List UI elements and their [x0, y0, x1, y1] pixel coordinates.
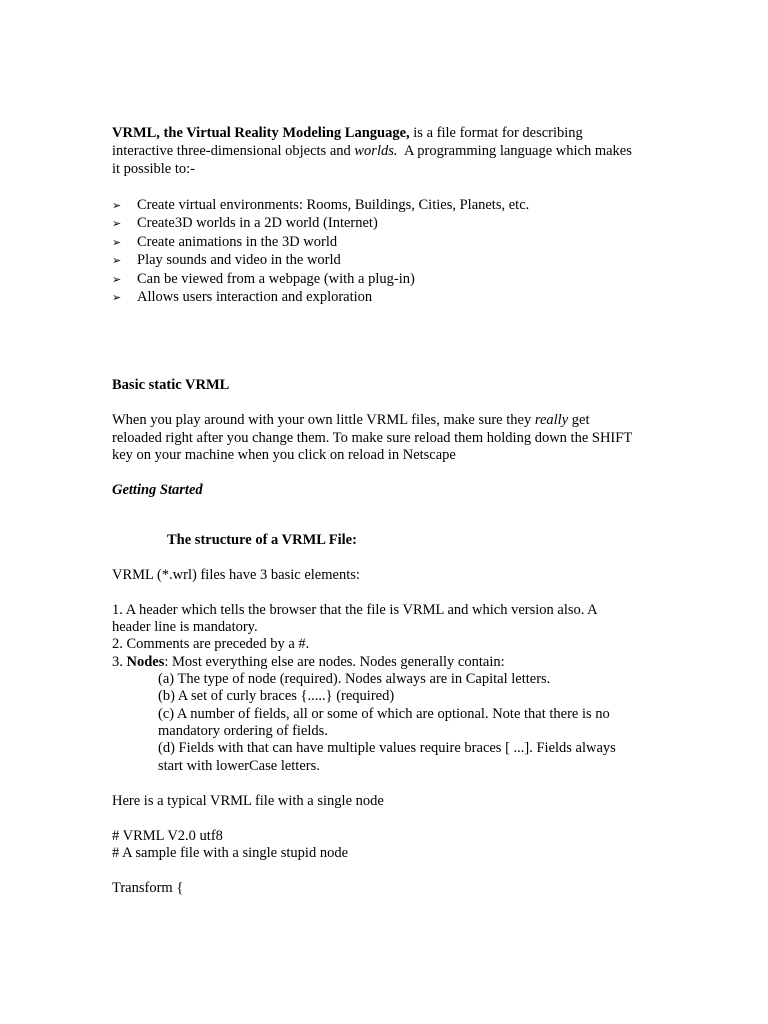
item3-pre: 3.: [112, 654, 127, 670]
basic-p1-post: get: [568, 412, 590, 428]
basic-line-2: reloaded right after you change them. To make sure reload them holding down the SHIFT: [112, 430, 633, 446]
structure-heading: The structure of a VRML File:: [167, 532, 357, 548]
structure-item-1-line-2: header line is mandatory.: [112, 619, 258, 635]
code-line-2: # A sample file with a single stupid node: [112, 845, 349, 861]
basic-line-1: [112, 412, 589, 430]
basic-line-3: key on your machine when you click on reload in Netscape: [112, 447, 456, 463]
intro-line-2: [112, 143, 632, 161]
arrow-bullet-icon: ➢: [112, 291, 122, 304]
intro-line2-post: A programming language which makes: [397, 143, 632, 159]
structure-item-3: [112, 654, 505, 672]
structure-item-1-line-1: 1. A header which tells the browser that the file is VRML and which version also. A: [112, 602, 598, 618]
item3-post: : Most everything else are nodes. Nodes generally contain:: [164, 654, 505, 670]
structure-intro: VRML (*.wrl) files have 3 basic elements:: [112, 567, 360, 583]
bullet-list: [112, 197, 612, 305]
intro-line2-pre: interactive three-dimensional objects and: [112, 143, 355, 159]
sub-item-c-line-1: (c) A number of fields, all or some of which are optional. Note that there is no: [158, 706, 610, 722]
list-item: [112, 252, 612, 270]
intro-line-1: [112, 125, 583, 143]
bullet-text: Create animations in the 3D world: [137, 233, 338, 250]
code-line-1: # VRML V2.0 utf8: [112, 828, 223, 844]
structure-item-2: 2. Comments are preceded by a #.: [112, 636, 310, 652]
sub-item-a: (a) The type of node (required). Nodes always are in Capital letters.: [158, 671, 551, 687]
list-item: [112, 271, 612, 289]
intro-lead-bold: VRML, the Virtual Reality Modeling Language,: [112, 125, 410, 141]
intro-line2-em: worlds.: [354, 143, 398, 159]
section-heading-basic: Basic static VRML: [112, 377, 230, 393]
example-intro: Here is a typical VRML file with a single node: [112, 793, 384, 809]
intro-lead-rest: is a file format for describing: [409, 125, 583, 141]
sub-item-d-line-2: start with lowerCase letters.: [158, 758, 320, 774]
arrow-bullet-icon: ➢: [112, 199, 122, 212]
getting-started-heading: Getting Started: [112, 482, 203, 498]
arrow-bullet-icon: ➢: [112, 272, 122, 286]
basic-p1-pre: When you play around with your own little VRML files, make sure they: [112, 412, 535, 428]
arrow-bullet-icon: ➢: [112, 217, 122, 231]
bullet-text: Create3D worlds in a 2D world (Internet): [137, 215, 378, 232]
sub-item-c-line-2: mandatory ordering of fields.: [158, 723, 328, 739]
sub-item-b: (b) A set of curly braces {.....} (required): [158, 688, 395, 704]
intro-line-3: it possible to:-: [112, 161, 195, 177]
sub-item-d-line-1: (d) Fields with that can have multiple values require braces [ ...]. Fields always: [158, 740, 616, 756]
list-item: [112, 197, 612, 215]
list-item: [112, 234, 612, 252]
arrow-bullet-icon: ➢: [112, 254, 122, 268]
code-line-3: Transform {: [112, 880, 184, 896]
bullet-text: Create virtual environments: Rooms, Buildings, Cities, Planets, etc.: [137, 197, 530, 213]
list-item: [112, 289, 612, 307]
arrow-bullet-icon: ➢: [112, 235, 122, 249]
bullet-text: Play sounds and video in the world: [137, 252, 341, 269]
item3-bold: Nodes: [126, 654, 165, 670]
list-item: [112, 215, 612, 233]
bullet-text: Can be viewed from a webpage (with a plug-in): [137, 270, 415, 287]
basic-p1-em: really: [534, 412, 569, 428]
bullet-text: Allows users interaction and exploration: [137, 289, 373, 305]
